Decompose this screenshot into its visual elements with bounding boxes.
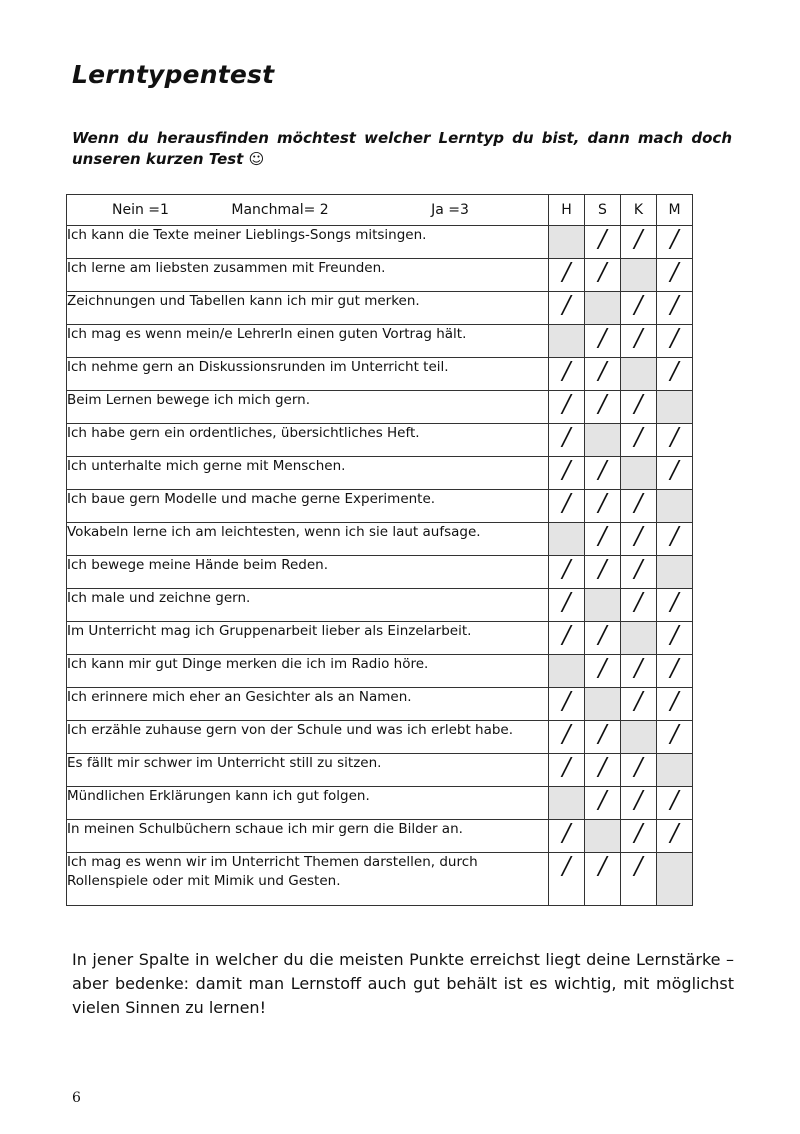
conclusion-text: In jener Spalte in welcher du die meisten Punkte erreichst liegt deine Lernstärke – aber bedenke: damit man Lernstoff auch gut behält ist es wichtig, mit möglichst vielen Sinnen zu lernen! (72, 950, 734, 1017)
answer-cell-m[interactable] (657, 292, 693, 325)
answer-cell-h[interactable] (549, 424, 585, 457)
statement-text: Ich nehme gern an Diskussionsrunden im Unterricht teil. (67, 358, 549, 391)
check-slash-icon: / (634, 291, 643, 319)
answer-cell-m[interactable] (657, 688, 693, 721)
answer-cell-k[interactable] (621, 325, 657, 358)
answer-cell-k[interactable] (621, 226, 657, 259)
answer-cell-k[interactable] (621, 853, 657, 906)
answer-cell-h[interactable] (549, 853, 585, 906)
check-slash-icon: / (562, 423, 571, 451)
answer-cell-k[interactable] (621, 787, 657, 820)
statement-text: Ich bewege meine Hände beim Reden. (67, 556, 549, 589)
check-slash-icon: / (562, 357, 571, 385)
answer-cell-m[interactable] (657, 820, 693, 853)
check-slash-icon: / (634, 753, 643, 781)
check-slash-icon: / (670, 588, 679, 616)
answer-cell-m[interactable] (657, 589, 693, 622)
answer-cell-s[interactable] (585, 325, 621, 358)
answer-cell-k[interactable] (621, 820, 657, 853)
statement-text: Zeichnungen und Tabellen kann ich mir gut merken. (67, 292, 549, 325)
check-slash-icon: / (634, 390, 643, 418)
statement-text: Ich lerne am liebsten zusammen mit Freunden. (67, 259, 549, 292)
check-slash-icon: / (670, 720, 679, 748)
answer-cell-m[interactable] (657, 457, 693, 490)
shaded-cell-k[interactable] (621, 358, 657, 391)
column-header-s: S (585, 195, 621, 226)
statement-text: Ich unterhalte mich gerne mit Menschen. (67, 457, 549, 490)
table-row (67, 523, 693, 556)
intro-text: Wenn du herausfinden möchtest welcher Lerntyp du bist, dann mach doch unseren kurzen Test ☺ (72, 129, 732, 168)
table-row (67, 787, 693, 820)
answer-cell-k[interactable] (621, 523, 657, 556)
shaded-cell-s[interactable] (585, 589, 621, 622)
answer-cell-h[interactable] (549, 589, 585, 622)
table-row (67, 325, 693, 358)
check-slash-icon: / (670, 786, 679, 814)
answer-cell-m[interactable] (657, 622, 693, 655)
statement-text: Ich erinnere mich eher an Gesichter als an Namen. (67, 688, 549, 721)
check-slash-icon: / (598, 621, 607, 649)
answer-cell-k[interactable] (621, 556, 657, 589)
answer-cell-s[interactable] (585, 358, 621, 391)
check-slash-icon: / (634, 423, 643, 451)
answer-cell-k[interactable] (621, 424, 657, 457)
check-slash-icon: / (670, 522, 679, 550)
answer-cell-h[interactable] (549, 754, 585, 787)
answer-cell-k[interactable] (621, 490, 657, 523)
table-row (67, 721, 693, 754)
answer-cell-h[interactable] (549, 556, 585, 589)
check-slash-icon: / (670, 291, 679, 319)
statement-text: Ich mag es wenn mein/e LehrerIn einen guten Vortrag hält. (67, 325, 549, 358)
answer-cell-s[interactable] (585, 655, 621, 688)
check-slash-icon: / (562, 687, 571, 715)
table-row (67, 226, 693, 259)
learning-type-table (66, 194, 693, 906)
answer-cell-s[interactable] (585, 457, 621, 490)
check-slash-icon: / (562, 753, 571, 781)
check-slash-icon: / (598, 258, 607, 286)
statement-text: Beim Lernen bewege ich mich gern. (67, 391, 549, 424)
answer-cell-s[interactable] (585, 226, 621, 259)
table-row (67, 457, 693, 490)
statement-text: Im Unterricht mag ich Gruppenarbeit lieber als Einzelarbeit. (67, 622, 549, 655)
answer-cell-k[interactable] (621, 292, 657, 325)
shaded-cell-h[interactable] (549, 325, 585, 358)
answer-cell-h[interactable] (549, 490, 585, 523)
table-row (67, 754, 693, 787)
table-row (67, 853, 693, 906)
answer-cell-s[interactable] (585, 754, 621, 787)
check-slash-icon: / (670, 324, 679, 352)
answer-cell-h[interactable] (549, 688, 585, 721)
answer-cell-s[interactable] (585, 853, 621, 906)
table-row (67, 556, 693, 589)
answer-cell-s[interactable] (585, 622, 621, 655)
check-slash-icon: / (562, 621, 571, 649)
answer-cell-k[interactable] (621, 589, 657, 622)
check-slash-icon: / (598, 720, 607, 748)
column-header-k: K (621, 195, 657, 226)
check-slash-icon: / (562, 819, 571, 847)
statement-text: Ich male und zeichne gern. (67, 589, 549, 622)
check-slash-icon: / (562, 555, 571, 583)
answer-cell-h[interactable] (549, 292, 585, 325)
statement-text: In meinen Schulbüchern schaue ich mir gern die Bilder an. (67, 820, 549, 853)
answer-cell-m[interactable] (657, 721, 693, 754)
check-slash-icon: / (562, 720, 571, 748)
table-row (67, 292, 693, 325)
check-slash-icon: / (598, 852, 607, 880)
answer-cell-h[interactable] (549, 259, 585, 292)
check-slash-icon: / (670, 621, 679, 649)
check-slash-icon: / (670, 225, 679, 253)
answer-cell-s[interactable] (585, 787, 621, 820)
answer-cell-m[interactable] (657, 424, 693, 457)
shaded-cell-m[interactable] (657, 490, 693, 523)
table-row (67, 589, 693, 622)
check-slash-icon: / (634, 522, 643, 550)
shaded-cell-k[interactable] (621, 721, 657, 754)
table-row (67, 358, 693, 391)
check-slash-icon: / (598, 786, 607, 814)
answer-cell-m[interactable] (657, 358, 693, 391)
shaded-cell-k[interactable] (621, 622, 657, 655)
check-slash-icon: / (562, 258, 571, 286)
check-slash-icon: / (562, 852, 571, 880)
check-slash-icon: / (634, 555, 643, 583)
check-slash-icon: / (670, 423, 679, 451)
shaded-cell-h[interactable] (549, 226, 585, 259)
check-slash-icon: / (634, 852, 643, 880)
table-row (67, 688, 693, 721)
column-header-m: M (657, 195, 693, 226)
check-slash-icon: / (598, 522, 607, 550)
answer-cell-m[interactable] (657, 523, 693, 556)
statement-text: Mündlichen Erklärungen kann ich gut folgen. (67, 787, 549, 820)
legend-no: Nein =1 (112, 202, 169, 218)
statement-text: Ich baue gern Modelle und mache gerne Experimente. (67, 490, 549, 523)
statement-text: Ich mag es wenn wir im Unterricht Themen darstellen, durch Rollenspiele oder mit Mimik und Gesten. (67, 853, 549, 906)
shaded-cell-s[interactable] (585, 820, 621, 853)
table-row (67, 655, 693, 688)
answer-cell-h[interactable] (549, 820, 585, 853)
statement-text: Ich erzähle zuhause gern von der Schule und was ich erlebt habe. (67, 721, 549, 754)
answer-cell-h[interactable] (549, 391, 585, 424)
table-row (67, 424, 693, 457)
check-slash-icon: / (670, 258, 679, 286)
answer-cell-s[interactable] (585, 721, 621, 754)
legend-sometimes: Manchmal= 2 (231, 202, 329, 218)
answer-cell-s[interactable] (585, 523, 621, 556)
check-slash-icon: / (670, 819, 679, 847)
table-row (67, 259, 693, 292)
column-header-h: H (549, 195, 585, 226)
answer-cell-m[interactable] (657, 655, 693, 688)
legend-yes: Ja =3 (431, 202, 469, 218)
check-slash-icon: / (598, 357, 607, 385)
check-slash-icon: / (598, 654, 607, 682)
answer-cell-s[interactable] (585, 259, 621, 292)
table-row (67, 391, 693, 424)
table-row (67, 622, 693, 655)
check-slash-icon: / (562, 390, 571, 418)
statement-text: Ich habe gern ein ordentliches, übersichtliches Heft. (67, 424, 549, 457)
check-slash-icon: / (634, 225, 643, 253)
check-slash-icon: / (598, 753, 607, 781)
answer-cell-k[interactable] (621, 391, 657, 424)
answer-cell-h[interactable] (549, 457, 585, 490)
shaded-cell-s[interactable] (585, 688, 621, 721)
statement-text: Ich kann mir gut Dinge merken die ich im Radio höre. (67, 655, 549, 688)
check-slash-icon: / (670, 456, 679, 484)
check-slash-icon: / (598, 225, 607, 253)
check-slash-icon: / (670, 357, 679, 385)
shaded-cell-k[interactable] (621, 259, 657, 292)
table-row (67, 490, 693, 523)
check-slash-icon: / (562, 456, 571, 484)
check-slash-icon: / (634, 324, 643, 352)
check-slash-icon: / (634, 819, 643, 847)
shaded-cell-s[interactable] (585, 292, 621, 325)
shaded-cell-s[interactable] (585, 424, 621, 457)
statement-text: Ich kann die Texte meiner Lieblings-Songs mitsingen. (67, 226, 549, 259)
answer-cell-m[interactable] (657, 325, 693, 358)
check-slash-icon: / (634, 654, 643, 682)
answer-cell-h[interactable] (549, 358, 585, 391)
check-slash-icon: / (634, 588, 643, 616)
check-slash-icon: / (562, 588, 571, 616)
check-slash-icon: / (598, 324, 607, 352)
shaded-cell-h[interactable] (549, 787, 585, 820)
check-slash-icon: / (598, 489, 607, 517)
answer-cell-m[interactable] (657, 259, 693, 292)
shaded-cell-m[interactable] (657, 853, 693, 906)
check-slash-icon: / (562, 291, 571, 319)
statement-text: Vokabeln lerne ich am leichtesten, wenn ich sie laut aufsage. (67, 523, 549, 556)
answer-cell-m[interactable] (657, 787, 693, 820)
shaded-cell-k[interactable] (621, 457, 657, 490)
shaded-cell-m[interactable] (657, 556, 693, 589)
table-header-row (67, 195, 693, 226)
check-slash-icon: / (634, 687, 643, 715)
shaded-cell-m[interactable] (657, 391, 693, 424)
check-slash-icon: / (634, 489, 643, 517)
check-slash-icon: / (670, 654, 679, 682)
answer-cell-h[interactable] (549, 721, 585, 754)
page-number: 6 (72, 1090, 81, 1106)
answer-cell-h[interactable] (549, 622, 585, 655)
check-slash-icon: / (670, 687, 679, 715)
page-title: Lerntypentest (72, 60, 275, 89)
scoring-legend (67, 195, 549, 226)
statement-text: Es fällt mir schwer im Unterricht still zu sitzen. (67, 754, 549, 787)
check-slash-icon: / (598, 390, 607, 418)
answer-cell-k[interactable] (621, 655, 657, 688)
check-slash-icon: / (598, 555, 607, 583)
check-slash-icon: / (562, 489, 571, 517)
shaded-cell-h[interactable] (549, 655, 585, 688)
check-slash-icon: / (634, 786, 643, 814)
shaded-cell-m[interactable] (657, 754, 693, 787)
answer-cell-k[interactable] (621, 754, 657, 787)
answer-cell-s[interactable] (585, 391, 621, 424)
answer-cell-s[interactable] (585, 490, 621, 523)
answer-cell-s[interactable] (585, 556, 621, 589)
table-row (67, 820, 693, 853)
answer-cell-k[interactable] (621, 688, 657, 721)
answer-cell-m[interactable] (657, 226, 693, 259)
check-slash-icon: / (598, 456, 607, 484)
shaded-cell-h[interactable] (549, 523, 585, 556)
